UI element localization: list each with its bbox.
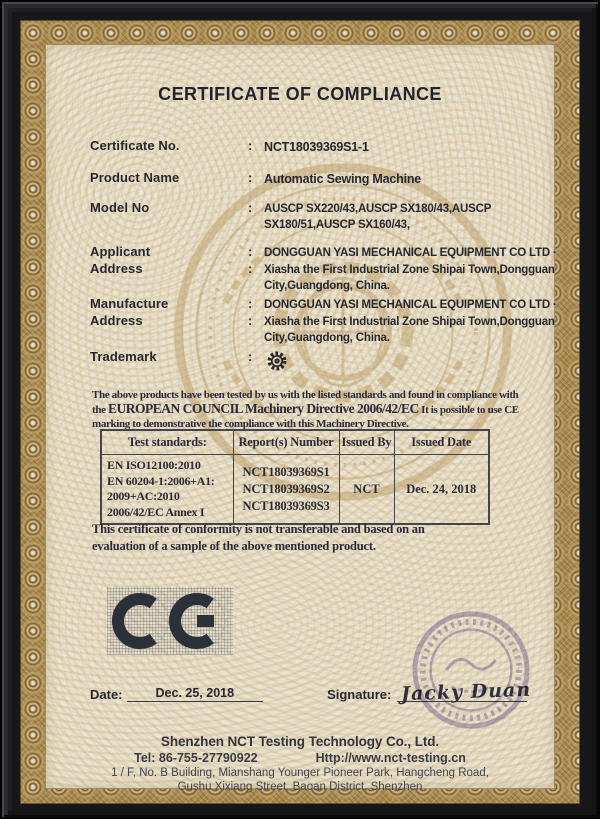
compliance-paragraph xyxy=(92,388,528,431)
field-applicant-address xyxy=(90,244,581,294)
footer-contact-row xyxy=(45,751,555,765)
field-trademark xyxy=(90,349,581,377)
header-issued-by: Issued By xyxy=(339,430,394,455)
cell-test-standards xyxy=(101,455,233,525)
applicant-address-value: Xiasha the First Industrial Zone Shipai Town,Dongguan City,Guangdong, China. xyxy=(264,264,555,292)
test-standards-table xyxy=(100,429,490,525)
colon: : xyxy=(248,200,253,215)
signature-line xyxy=(397,678,532,706)
conformity-note xyxy=(92,521,425,554)
standard-line: EN ISO12100:2010 xyxy=(107,458,201,472)
colon: : xyxy=(248,170,253,185)
conformity-note-line1: This certificate of conformity is not transferable and based on an xyxy=(92,522,425,536)
header-reports-number: Report(s) Number xyxy=(233,430,339,455)
certificate-content xyxy=(45,44,557,793)
date-label: Date: xyxy=(90,687,123,702)
product-name-value: Automatic Sewing Machine xyxy=(264,172,422,186)
compliance-text-2: It is possible to use CE marking to demonstrative the compliance with this Machinery Directive. xyxy=(92,404,519,430)
model-no-label: Model No xyxy=(90,200,150,215)
footer-telephone: Tel: 86-755-27790922 xyxy=(134,751,258,765)
signature-label: Signature: xyxy=(327,687,392,702)
field-manufacture-address xyxy=(90,296,581,346)
footer-address-line1: 1 / F, No. B Building, Mianshang Younger Pioneer Park, Hangcheng Road, xyxy=(111,767,489,779)
colon: : xyxy=(248,349,253,364)
model-no-value: AUSCP SX220/43,AUSCP SX180/43,AUSCP SX180/51,AUSCP SX160/43, xyxy=(264,203,491,231)
applicant-value: DONGGUAN YASI MECHANICAL EQUIPMENT CO LTD · xyxy=(264,247,557,259)
header-issued-date: Issued Date xyxy=(394,430,489,455)
report-number: NCT18039369S1 xyxy=(242,464,330,479)
colon: : xyxy=(248,313,253,328)
footer-address-line2: Gushu Xixiang Street, Baoan District, Shenzhen xyxy=(177,781,423,793)
applicant-label: Applicant xyxy=(90,244,151,259)
certificate-no-value: NCT18039369S1-1 xyxy=(264,140,369,154)
footer-company-name: Shenzhen NCT Testing Technology Co., Ltd. xyxy=(160,734,440,749)
compliance-directive-emphasis: EUROPEAN COUNCIL Machinery Directive 2006/42/EC xyxy=(108,401,419,416)
field-certificate-no xyxy=(90,138,581,155)
ce-mark xyxy=(107,587,233,655)
cell-issued-by: NCT xyxy=(339,455,394,525)
trademark-label: Trademark xyxy=(90,349,157,364)
date-value: Dec. 25, 2018 xyxy=(127,686,264,702)
product-name-label: Product Name xyxy=(90,170,180,185)
field-model-no xyxy=(90,200,581,233)
trademark-gear-icon xyxy=(266,350,288,372)
applicant-address-label: Address xyxy=(90,261,143,276)
table-header-row xyxy=(101,430,489,455)
colon: : xyxy=(248,261,253,276)
colon: : xyxy=(248,244,253,259)
certificate-no-label: Certificate No. xyxy=(90,138,180,153)
header-test-standards: Test standards: xyxy=(101,430,233,455)
standard-line: 2009+AC:2010 xyxy=(107,489,180,503)
footer-block xyxy=(45,734,555,793)
footer-website: Http://www.nct-testing.cn xyxy=(315,751,466,765)
table-body-row xyxy=(101,455,489,525)
report-number: NCT18039369S3 xyxy=(242,498,330,513)
field-product-name xyxy=(90,170,581,187)
manufacture-value: DONGGUAN YASI MECHANICAL EQUIPMENT CO LTD · xyxy=(264,299,557,311)
report-number: NCT18039369S2 xyxy=(242,481,330,496)
manufacture-address-label: Address xyxy=(90,313,143,328)
signoff-row xyxy=(90,678,532,706)
certificate-title: CERTIFICATE OF COMPLIANCE xyxy=(158,84,442,104)
conformity-note-line2: evaluation of a sample of the above mentioned product. xyxy=(92,538,376,553)
standard-line: 2006/42/EC Annex I xyxy=(107,504,205,519)
colon: : xyxy=(248,138,253,153)
standard-line: EN 60204-1:2006+A1: xyxy=(107,473,215,488)
certificate-paper xyxy=(45,44,557,793)
manufacture-label: Manufacture xyxy=(90,296,169,311)
cell-issued-date: Dec. 24, 2018 xyxy=(394,455,489,525)
cell-report-numbers xyxy=(233,455,339,525)
colon: : xyxy=(248,296,253,311)
manufacture-address-value: Xiasha the First Industrial Zone Shipai Town,Dongguan City,Guangdong, China. xyxy=(264,316,555,344)
ce-mark-icon xyxy=(107,587,233,655)
signature-name: Jacky Duan xyxy=(401,678,532,706)
compliance-text-1: The above products have been tested by us with the listed standards and found in compliance with the xyxy=(92,389,519,416)
